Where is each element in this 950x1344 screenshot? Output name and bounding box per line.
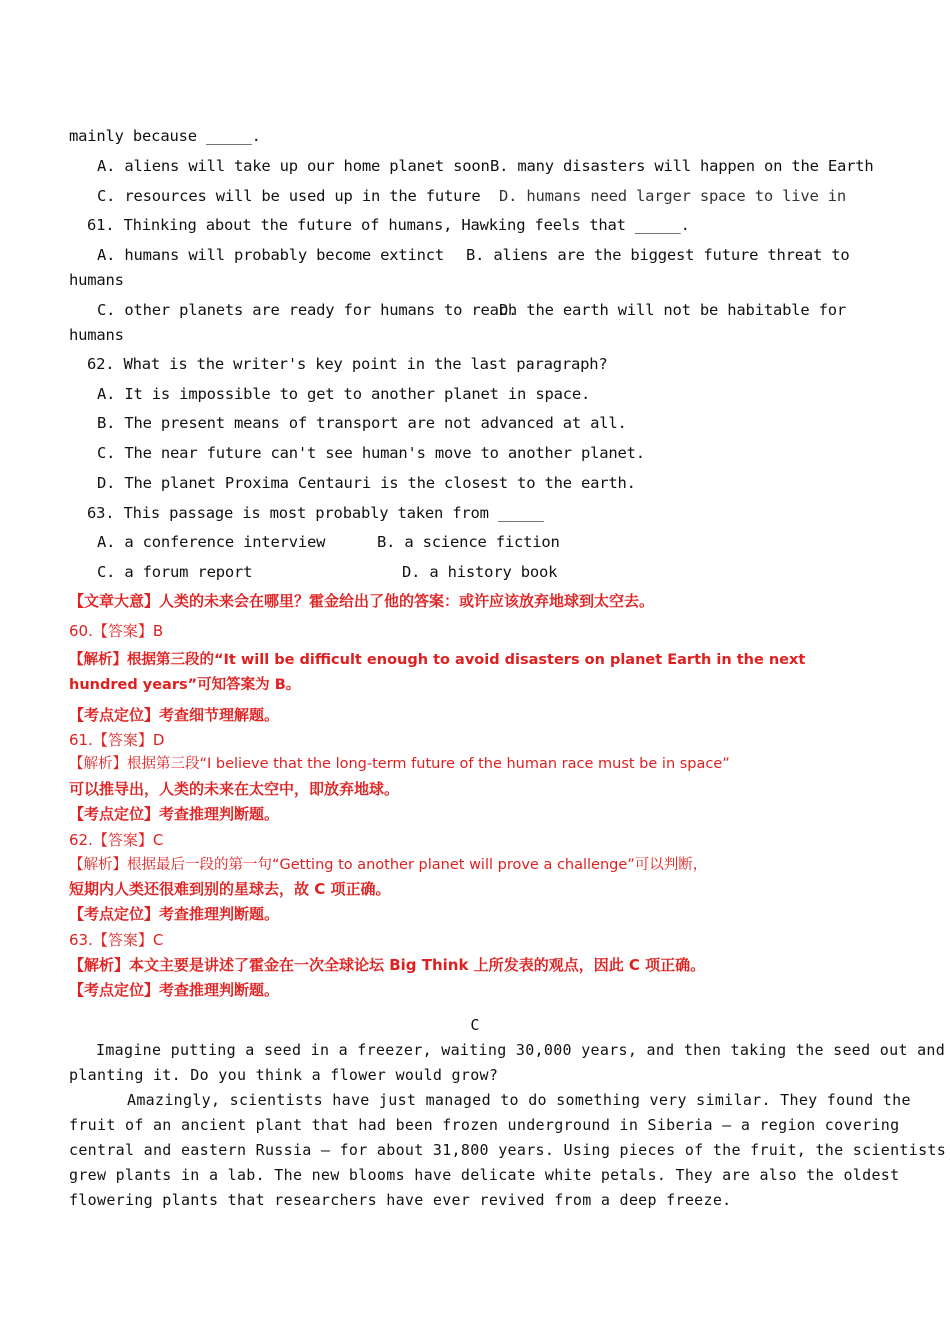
q60-option-c: C. resources will be used up in the future <box>97 187 481 205</box>
exam-point-61: 【考点定位】考查推理判断题。 <box>69 805 280 823</box>
exam-point-63: 【考点定位】考查推理判断题。 <box>69 981 280 999</box>
q62-option-b: B. The present means of transport are not advanced at all. <box>97 414 627 432</box>
answer-60: 60.【答案】B <box>69 622 164 640</box>
q61-option-c: C. other planets are ready for humans to reach <box>97 301 518 319</box>
q61-option-a: A. humans will probably become extinct <box>97 246 445 264</box>
passage-p2-line2: fruit of an ancient plant that had been frozen underground in Siberia — a region covering <box>69 1116 900 1134</box>
answer-62: 62.【答案】C <box>69 831 164 849</box>
q60-option-a: A. aliens will take up our home planet soon <box>97 157 490 175</box>
explanation-63: 【解析】本文主要是讲述了霍金在一次全球论坛 Big Think 上所发表的观点，因此 C 项正确。 <box>69 956 706 974</box>
q61-option-d-wrap: humans <box>69 326 124 344</box>
explanation-62-wrap: 短期内人类还很难到别的星球去，故 C 项正确。 <box>69 880 391 898</box>
q63-option-d: D. a history book <box>402 563 558 581</box>
section-heading: C <box>470 1016 480 1034</box>
explanation-61: 【解析】根据第三段“I believe that the long-term future of the human race must be in space” <box>69 756 730 772</box>
passage-p1-line2: planting it. Do you think a flower would grow? <box>69 1066 499 1084</box>
answer-63: 63.【答案】C <box>69 931 164 949</box>
q61-stem: 61. Thinking about the future of humans, Hawking feels that _____. <box>87 216 690 234</box>
passage-p2-line1: Amazingly, scientists have just managed to do something very similar. They found the <box>127 1091 911 1109</box>
q63-option-b: B. a science fiction <box>377 533 560 551</box>
passage-p2-line4: grew plants in a lab. The new blooms have delicate white petals. They are also the oldest <box>69 1166 900 1184</box>
q60-option-d: D. humans need larger space to live in <box>499 187 847 205</box>
answer-61: 61.【答案】D <box>69 731 165 749</box>
passage-p2-line3: central and eastern Russia — for about 31,800 years. Using pieces of the fruit, the scientists <box>69 1141 947 1159</box>
passage-p2-line5: flowering plants that researchers have ever revived from a deep freeze. <box>69 1191 732 1209</box>
q62-option-d: D. The planet Proxima Centauri is the closest to the earth. <box>97 474 636 492</box>
explanation-61-wrap: 可以推导出，人类的未来在太空中，即放弃地球。 <box>69 780 400 798</box>
passage-p1-line1: Imagine putting a seed in a freezer, waiting 30,000 years, and then taking the seed out and <box>96 1041 946 1059</box>
explanation-60-wrap: hundred years”可知答案为 B。 <box>69 677 301 693</box>
explanation-62: 【解析】根据最后一段的第一句“Getting to another planet will prove a challenge”可以判断， <box>69 857 708 873</box>
q63-stem: 63. This passage is most probably taken from _____ <box>87 504 544 522</box>
q61-option-b: B. aliens are the biggest future threat to <box>466 246 850 264</box>
q63-option-c: C. a forum report <box>97 563 253 581</box>
exam-point-60: 【考点定位】考查细节理解题。 <box>69 706 280 724</box>
q62-stem: 62. What is the writer's key point in the last paragraph? <box>87 355 608 373</box>
q63-option-a: A. a conference interview <box>97 533 326 551</box>
q61-option-b-wrap: humans <box>69 271 124 289</box>
q60-stem-tail: mainly because _____. <box>69 127 261 145</box>
exam-point-62: 【考点定位】考查推理判断题。 <box>69 905 280 923</box>
q61-option-d: D. the earth will not be habitable for <box>499 301 847 319</box>
article-summary: 【文章大意】人类的未来会在哪里？霍金给出了他的答案：或许应该放弃地球到太空去。 <box>69 592 655 610</box>
explanation-60: 【解析】根据第三段的“It will be difficult enough to avoid disasters on planet Earth in the next <box>69 652 806 668</box>
q62-option-c: C. The near future can't see human's move to another planet. <box>97 444 645 462</box>
q60-option-b: B. many disasters will happen on the Earth <box>490 157 874 175</box>
q62-option-a: A. It is impossible to get to another planet in space. <box>97 385 591 403</box>
